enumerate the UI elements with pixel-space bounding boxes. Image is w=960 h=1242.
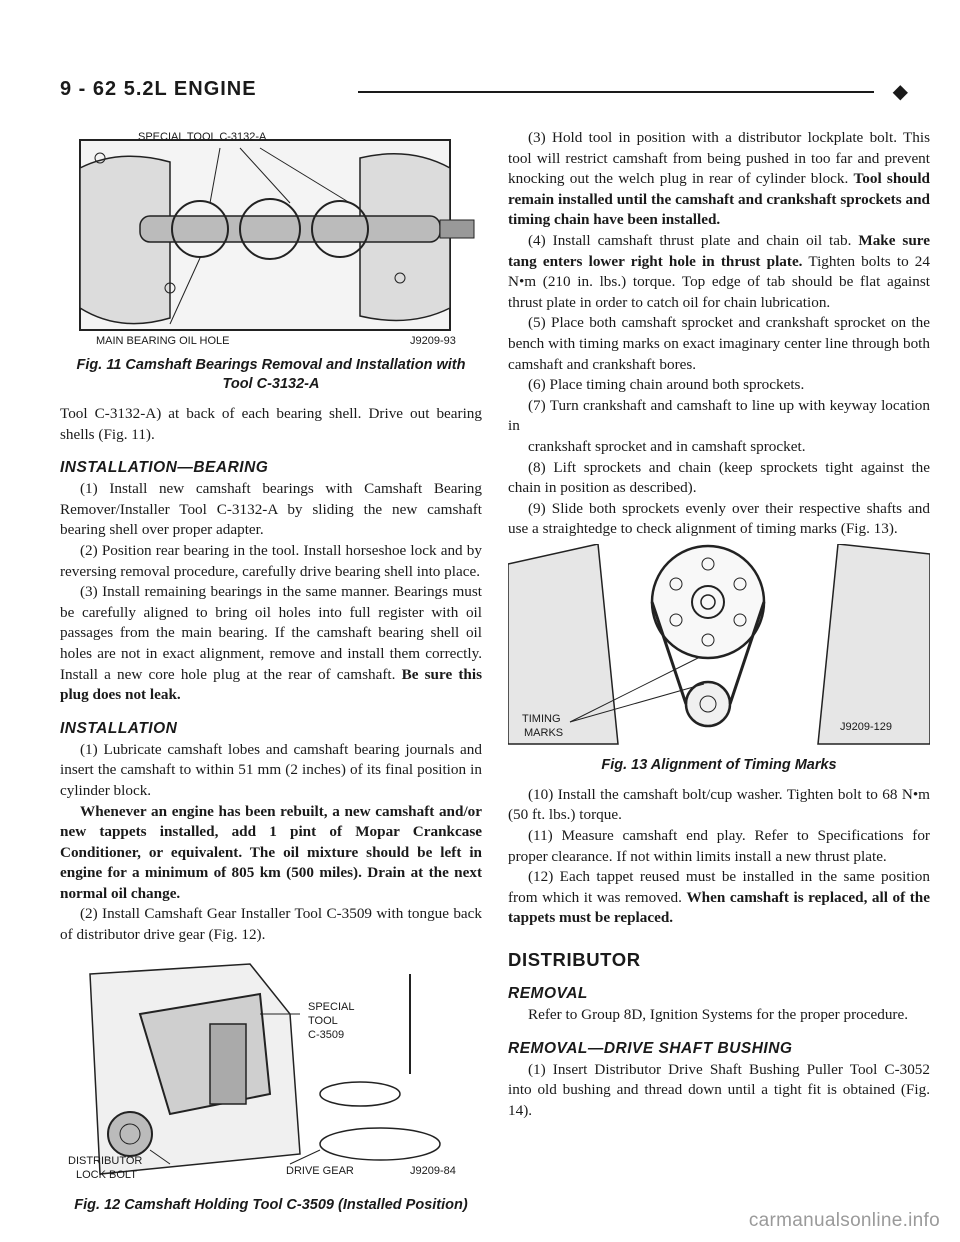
step-install-bearing-3-warning: Be sure this plug does not leak. (60, 665, 483, 704)
fig11-label-tool: SPECIAL TOOL C-3132-A (138, 131, 267, 143)
heading-removal: REMOVAL (508, 985, 588, 1003)
fig13-label-timing: TIMING (522, 712, 561, 725)
step-4-text-2: Tighten bolts to 24 N•m (210 in. lbs.) torque. Top edge of tab should be flat against thrust plate in order to catch oil for chain lubrication. (508, 252, 930, 311)
removal-bushing-step-1: (1) Insert Distributor Drive Shaft Bushing Puller Tool C-3052 into old bushing and thread down until a tight fit is obtained (Fig. 14). (508, 1060, 930, 1119)
timing-marks-illustration (508, 544, 930, 750)
fig13-code: J9209-129 (840, 720, 892, 733)
step-3 (508, 128, 930, 231)
figure-11-caption: Fig. 11 Camshaft Bearings Removal and Installation with Tool C-3132-A (76, 357, 466, 392)
step-12 (508, 867, 930, 929)
fig12-label-lock-bolt: LOCK BOLT (76, 1168, 137, 1181)
step-3-warning: Tool should remain installed until the camshaft and crankshaft sprockets and timing chain have been installed. (508, 170, 930, 229)
step-6: (6) Place timing chain around both sprockets. (528, 376, 805, 394)
heading-installation-bearing: INSTALLATION—BEARING (60, 459, 269, 477)
page-header (60, 78, 908, 112)
step-12-warning: When camshaft is replaced, all of the tappets must be replaced. (508, 888, 930, 927)
fig12-code: J9209-84 (410, 1164, 456, 1177)
step-7: (7) Turn crankshaft and camshaft to line up with keyway location in (508, 396, 930, 435)
fig12-label-special: SPECIAL (308, 1000, 355, 1013)
right-column (508, 128, 930, 1121)
step-install-bearing-3 (60, 582, 482, 706)
heading-distributor: DISTRIBUTOR (508, 949, 641, 971)
step-install-bearing-1: (1) Install new camshaft bearings with Camshaft Bearing Remover/Installer Tool C-3132-A by sliding the new camshaft bearing shell over proper adapter. (60, 480, 482, 539)
step-11: (11) Measure camshaft end play. Refer to Specifications for proper clearance. If not within limits install a new thrust plate. (508, 827, 930, 865)
camshaft-holding-tool-illustration (60, 954, 482, 1190)
figure-13 (508, 544, 930, 775)
step-install-1-warning (60, 802, 482, 905)
step-4 (508, 231, 930, 313)
step-5: (5) Place both camshaft sprocket and crankshaft sprocket on the bench with timing marks on exact imaginary center line through both camshaft and crankshaft bores. (508, 314, 930, 373)
step-8: (8) Lift sprockets and chain (keep sprockets tight against the chain in position as described). (508, 458, 930, 497)
removal-text: Refer to Group 8D, Ignition Systems for the proper procedure. (528, 1006, 909, 1024)
left-column (60, 128, 482, 1225)
step-10: (10) Install the camshaft bolt/cup washer. Tighten bolt to 68 N•m (50 ft. lbs.) torque. (508, 785, 930, 824)
fig12-label-c3509: C-3509 (308, 1028, 345, 1041)
camshaft-bearing-tool-illustration (60, 128, 482, 350)
heading-removal-drive-shaft-bushing: REMOVAL—DRIVE SHAFT BUSHING (508, 1039, 793, 1057)
figure-12 (60, 954, 482, 1215)
step-12-text: (12) Each tappet reused must be installed in the same position from which it was removed. (508, 868, 930, 906)
diamond-icon: ◆ (892, 79, 908, 103)
heading-installation: INSTALLATION (60, 719, 178, 737)
step-install-1: (1) Lubricate camshaft lobes and camshaft bearing journals and insert the camshaft to within 51 mm (2 inches) of its final position in cylinder block. (60, 740, 482, 799)
oil-conditioner-warning: Whenever an engine has been rebuilt, a new camshaft and/or new tappets installed, add 1 pint of Mopar Crankcase Conditioner, or equivalent. The oil mixture should be left in engine for a minimum of 805 km (500 miles). Drain at the next normal oil change. (60, 802, 482, 902)
watermark: carmanualsonline.info (748, 1210, 940, 1231)
fig13-label-marks: MARKS (524, 726, 564, 739)
step-3-text: (3) Hold tool in position with a distributor lockplate bolt. This tool will restrict camshaft from being pushed in too far and prevent knocking out the welch plug in rear of cylinder block. (508, 129, 930, 188)
step-4-warning: Make sure tang enters lower right hole in thrust plate. (508, 231, 930, 270)
step-9: (9) Slide both sprockets evenly over their respective shafts and use a straightedge to check alignment of timing marks (Fig. 13). (508, 499, 930, 538)
figure-11 (60, 128, 482, 394)
step-7-continued: crankshaft sprocket and in camshaft sprocket. (528, 437, 806, 455)
step-install-bearing-2: (2) Position rear bearing in the tool. Install horseshoe lock and by reversing removal procedure, carefully drive bearing shell into place. (60, 541, 482, 580)
fig12-label-tool: TOOL (308, 1014, 338, 1027)
page-header-title: 9 - 62 5.2L ENGINE (60, 78, 257, 100)
step-4-text: (4) Install camshaft thrust plate and chain oil tab. (528, 231, 852, 249)
fig12-label-drive-gear: DRIVE GEAR (286, 1164, 354, 1177)
figure-13-caption: Fig. 13 Alignment of Timing Marks (601, 756, 837, 773)
step-install-bearing-3-text: (3) Install remaining bearings in the same manner. Bearings must be carefully aligned to bring oil holes into full register with oil passages from the main bearing. If the camshaft bearing shell oil holes are not in exact alignment, remove and install them correctly. Install a new core hole plug at the rear of camshaft. (60, 583, 482, 683)
step-install-2: (2) Install Camshaft Gear Installer Tool C-3509 with tongue back of distributor drive gear (Fig. 12). (60, 905, 482, 944)
fig11-label-oil-hole: MAIN BEARING OIL HOLE (96, 335, 230, 347)
figure-12-caption: Fig. 12 Camshaft Holding Tool C-3509 (Installed Position) (74, 1196, 468, 1213)
fig11-code: J9209-93 (410, 335, 456, 347)
fig12-label-distributor: DISTRIBUTOR (68, 1154, 143, 1167)
header-rule (358, 91, 874, 93)
intro-paragraph: Tool C-3132-A) at back of each bearing shell. Drive out bearing shells (Fig. 11). (60, 405, 482, 443)
